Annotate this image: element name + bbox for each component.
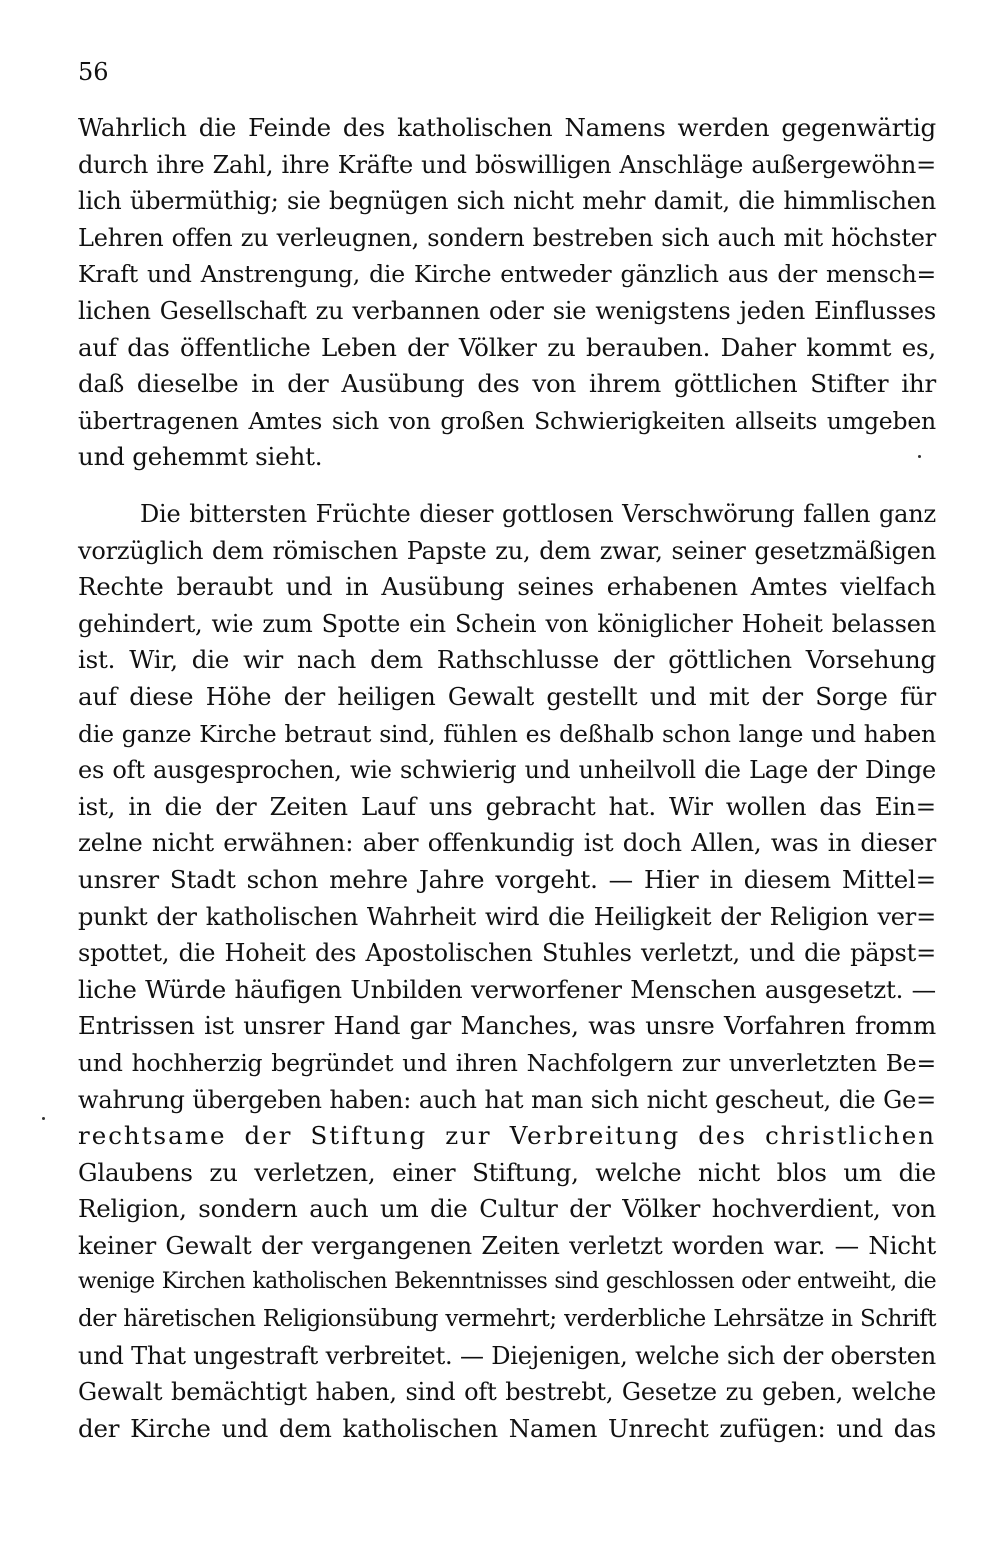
text-line: lich übermüthig; sie begnügen sich nicht mehr damit, die himmlischen xyxy=(78,187,936,216)
text-line: vorzüglich dem römischen Papste zu, dem zwar, seiner gesetzmäßigen xyxy=(78,536,936,565)
text-line: punkt der katholischen Wahrheit wird die Heiligkeit der Religion ver= xyxy=(78,902,936,931)
print-speck xyxy=(918,455,921,458)
text-line: wahrung übergeben haben: auch hat man sich nicht gescheut, die Ge= xyxy=(78,1085,936,1114)
text-line: keiner Gewalt der vergangenen Zeiten verletzt worden war. — Nicht xyxy=(78,1230,936,1260)
text-line: gehindert, wie zum Spotte ein Schein von königlicher Hoheit belassen xyxy=(78,609,936,638)
text-line: unsrer Stadt schon mehre Jahre vorgeht. — Hier in diesem Mittel= xyxy=(78,864,936,894)
text-line: daß dieselbe in der Ausübung des von ihrem göttlichen Stifter ihr xyxy=(78,369,936,399)
text-line: ist, in die der Zeiten Lauf uns gebracht hat. Wir wollen das Ein= xyxy=(78,791,936,821)
text-line: liche Würde häufigen Unbilden verworfener Menschen ausgesetzt. — xyxy=(78,974,936,1004)
text-line: und That ungestraft verbreitet. — Diejenigen, welche sich der obersten xyxy=(78,1341,936,1370)
text-line: Kraft und Anstrengung, die Kirche entweder gänzlich aus der mensch= xyxy=(78,260,936,289)
text-line: es oft ausgesprochen, wie schwierig und unheilvoll die Lage der Dinge xyxy=(78,756,936,785)
text-line: die ganze Kirche betraut sind, fühlen es deßhalb schon lange und haben xyxy=(78,719,936,748)
text-line: ist. Wir, die wir nach dem Rathschlusse der göttlichen Vorsehung xyxy=(78,645,936,675)
text-line: Lehren offen zu verleugnen, sondern bestreben sich auch mit höchster xyxy=(78,223,936,252)
text-line: lichen Gesellschaft zu verbannen oder sie wenigstens jeden Einflusses xyxy=(78,296,936,325)
text-line: auf diese Höhe der heiligen Gewalt gestellt und mit der Sorge für xyxy=(78,681,936,711)
print-speck xyxy=(42,1117,45,1120)
text-line: Rechte beraubt und in Ausübung seines erhabenen Amtes vielfach xyxy=(78,572,936,602)
text-line: und hochherzig begründet und ihren Nachfolgern zur unverletzten Be= xyxy=(78,1048,936,1077)
text-line: Gewalt bemächtigt haben, sind oft bestrebt, Gesetze zu geben, welche xyxy=(78,1378,936,1407)
text-line: wenige Kirchen katholischen Bekenntnisses sind geschlossen oder entweiht, die xyxy=(78,1269,936,1295)
text-line: spottet, die Hoheit des Apostolischen Stuhles verletzt, und die päpst= xyxy=(78,939,936,968)
text-line: zelne nicht erwähnen: aber offenkundig ist doch Allen, was in dieser xyxy=(78,828,936,858)
text-line: übertragenen Amtes sich von großen Schwierigkeiten allseits umgeben xyxy=(78,406,936,435)
text-line: der häretischen Religionsübung vermehrt; verderbliche Lehrsätze in Schrift xyxy=(78,1306,936,1333)
text-line: und gehemmt sieht. xyxy=(78,442,323,472)
text-line: durch ihre Zahl, ihre Kräfte und böswilligen Anschläge außergewöhn= xyxy=(78,150,936,179)
text-line: Glaubens zu verletzen, einer Stiftung, welche nicht blos um die xyxy=(78,1157,936,1187)
text-line: Religion, sondern auch um die Cultur der Völker hochverdient, von xyxy=(78,1194,936,1224)
text-line: auf das öffentliche Leben der Völker zu berauben. Daher kommt es, xyxy=(78,332,936,362)
page-number: 56 xyxy=(78,58,109,86)
text-line: Die bittersten Früchte dieser gottlosen Verschwörung fallen ganz xyxy=(140,500,936,528)
paragraph-2 xyxy=(78,496,936,1447)
text-line: rechtsame der Stiftung zur Verbreitung des christlichen xyxy=(78,1121,936,1151)
text-line: der Kirche und dem katholischen Namen Unrecht zufügen: und das xyxy=(78,1413,936,1443)
text-line: Wahrlich die Feinde des katholischen Namens werden gegenwärtig xyxy=(78,113,936,142)
paragraph-1 xyxy=(78,110,936,476)
text-line: Entrissen ist unsrer Hand gar Manches, was unsre Vorfahren fromm xyxy=(78,1011,936,1041)
